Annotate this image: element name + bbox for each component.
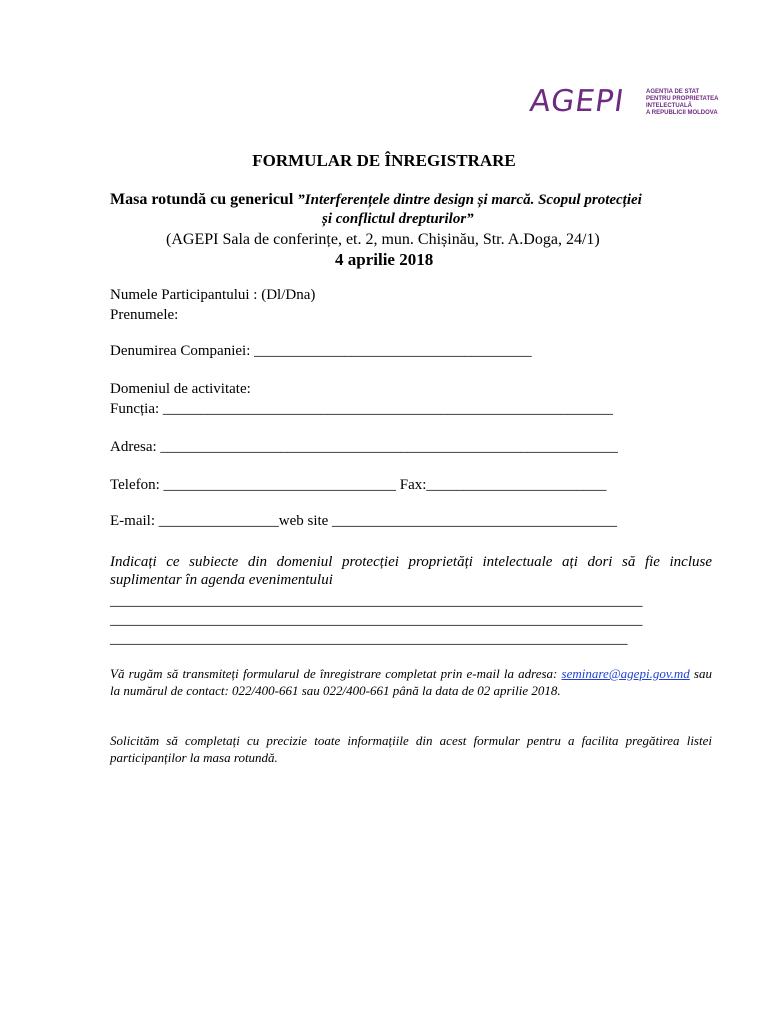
submission-note-text: sau la numărul de contact: 022/400-661 sau 022/400-661 până la data de 02 aprilie 2018.: [110, 666, 712, 698]
first-name-field[interactable]: Prenumele:: [110, 307, 179, 323]
event-topic-line2: și conflictul drepturilor”: [322, 211, 474, 227]
function-field[interactable]: Funcția: ____________________________________________________________: [110, 401, 613, 417]
agenda-topics-prompt: Indicați ce subiecte din domeniul protecției proprietăți intelectuale ați dori să fie incluse suplimentar în agenda evenimentului: [110, 554, 712, 588]
email-website-field[interactable]: E-mail: ________________web site ______________________________________: [110, 513, 618, 529]
agenda-answer-line[interactable]: _____________________________________________________________________: [110, 631, 628, 647]
logo-line: AGENȚIA DE STAT: [646, 89, 700, 95]
logo-line: A REPUBLICII MOLDOVA: [646, 110, 718, 116]
address-field[interactable]: Adresa: _____________________________________________________________: [110, 439, 618, 455]
agenda-answer-line[interactable]: _______________________________________________________________________: [110, 593, 643, 609]
event-prefix: Masa rotundă cu genericul: [110, 191, 294, 208]
logo-wordmark: AGEPI: [527, 84, 627, 119]
phone-fax-field[interactable]: Telefon: _______________________________ Fax:________________________: [110, 477, 607, 493]
logo-line: INTELECTUALĂ: [646, 103, 692, 109]
submission-note-text: Vă rugăm să transmiteți formularul de înregistrare completat prin e-mail la adresa:: [110, 666, 558, 681]
activity-domain-field[interactable]: Domeniul de activitate:: [110, 381, 251, 397]
event-date: 4 aprilie 2018: [335, 250, 434, 269]
logo-line: PENTRU PROPRIETATEA: [646, 96, 719, 102]
event-topic-line1: ”Interferențele dintre design și marcă. Scopul protecției: [297, 192, 642, 208]
agenda-answer-line[interactable]: _______________________________________________________________________: [110, 612, 643, 628]
event-heading-line1: [110, 191, 642, 209]
logo-agency-name: [646, 89, 736, 117]
event-location: (AGEPI Sala de conferințe, et. 2, mun. Chișinău, Str. A.Doga, 24/1): [166, 231, 600, 248]
form-title: FORMULAR DE ÎNREGISTRARE: [252, 151, 516, 170]
contact-email-link[interactable]: seminare@agepi.gov.md: [561, 666, 690, 681]
submission-note: [110, 665, 712, 699]
participant-name-field[interactable]: Numele Participantului : (Dl/Dna): [110, 287, 316, 303]
accuracy-request-note: Solicităm să completați cu precizie toate informațiile din acest formular pentru a facilita pregătirea listei participanților la masa rotundă.: [110, 733, 712, 765]
agepi-logo: [527, 84, 730, 124]
company-field[interactable]: Denumirea Companiei: _____________________________________: [110, 343, 532, 359]
